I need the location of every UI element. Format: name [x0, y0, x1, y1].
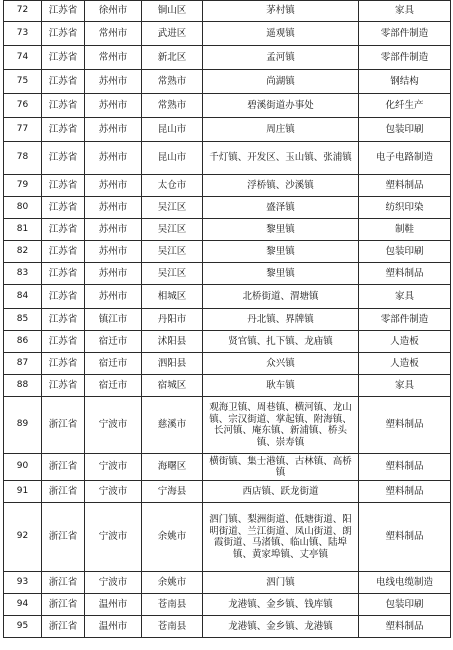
district-cell: 海曙区 — [142, 454, 203, 481]
town-cell: 众兴镇 — [203, 353, 359, 375]
province-cell: 江苏省 — [42, 285, 85, 309]
industry-cell: 包装印刷 — [359, 241, 451, 263]
town-cell: 贤官镇、扎下镇、龙庙镇 — [203, 331, 359, 353]
district-cell: 昆山市 — [142, 118, 203, 142]
row-number-cell: 74 — [4, 46, 42, 70]
table-body — [4, 1, 451, 638]
industry-cell: 电子电路制造 — [359, 142, 451, 175]
district-cell: 吴江区 — [142, 197, 203, 219]
city-cell: 宿迁市 — [85, 375, 142, 397]
district-cell: 余姚市 — [142, 503, 203, 572]
row-number-cell: 77 — [4, 118, 42, 142]
town-cell: 茅村镇 — [203, 1, 359, 22]
district-cell: 沭阳县 — [142, 331, 203, 353]
row-number-cell: 78 — [4, 142, 42, 175]
industry-cell: 家具 — [359, 285, 451, 309]
table-container — [3, 0, 450, 638]
town-cell: 横街镇、集士港镇、古林镇、高桥镇 — [203, 454, 359, 481]
city-cell: 温州市 — [85, 616, 142, 638]
table-row — [4, 594, 451, 616]
row-number-cell: 73 — [4, 22, 42, 46]
province-cell: 江苏省 — [42, 331, 85, 353]
city-cell: 徐州市 — [85, 1, 142, 22]
district-cell: 新北区 — [142, 46, 203, 70]
district-cell: 相城区 — [142, 285, 203, 309]
town-cell: 盛泽镇 — [203, 197, 359, 219]
industry-cell: 塑料制品 — [359, 454, 451, 481]
table-row — [4, 375, 451, 397]
city-cell: 苏州市 — [85, 197, 142, 219]
province-cell: 江苏省 — [42, 1, 85, 22]
district-cell: 余姚市 — [142, 572, 203, 594]
town-cell: 龙港镇、金乡镇、龙港镇 — [203, 616, 359, 638]
row-number-cell: 72 — [4, 1, 42, 22]
table-row — [4, 397, 451, 454]
town-cell: 观海卫镇、周巷镇、横河镇、龙山镇、宗汉街道、掌起镇、附海镇、长河镇、庵东镇、新浦镇、桥头镇、崇寿镇 — [203, 397, 359, 454]
industry-cell: 人造板 — [359, 331, 451, 353]
industry-cell: 零部件制造 — [359, 309, 451, 331]
city-cell: 苏州市 — [85, 70, 142, 94]
table-row — [4, 454, 451, 481]
province-cell: 江苏省 — [42, 46, 85, 70]
district-cell: 吴江区 — [142, 219, 203, 241]
row-number-cell: 87 — [4, 353, 42, 375]
province-cell: 江苏省 — [42, 309, 85, 331]
table-row — [4, 22, 451, 46]
province-cell: 江苏省 — [42, 219, 85, 241]
row-number-cell: 80 — [4, 197, 42, 219]
row-number-cell: 85 — [4, 309, 42, 331]
industry-cell: 零部件制造 — [359, 22, 451, 46]
industry-cell: 塑料制品 — [359, 481, 451, 503]
city-cell: 苏州市 — [85, 94, 142, 118]
row-number-cell: 81 — [4, 219, 42, 241]
city-cell: 宿迁市 — [85, 353, 142, 375]
table-row — [4, 572, 451, 594]
table-row — [4, 175, 451, 197]
district-cell: 宿城区 — [142, 375, 203, 397]
district-cell: 吴江区 — [142, 241, 203, 263]
city-cell: 苏州市 — [85, 175, 142, 197]
industry-cell: 零部件制造 — [359, 46, 451, 70]
province-cell: 浙江省 — [42, 616, 85, 638]
table-row — [4, 331, 451, 353]
province-cell: 江苏省 — [42, 94, 85, 118]
table-row — [4, 481, 451, 503]
industry-cell: 家具 — [359, 1, 451, 22]
province-cell: 江苏省 — [42, 375, 85, 397]
province-cell: 江苏省 — [42, 353, 85, 375]
city-cell: 宿迁市 — [85, 331, 142, 353]
industry-cell: 纺织印染 — [359, 197, 451, 219]
row-number-cell: 75 — [4, 70, 42, 94]
city-cell: 苏州市 — [85, 219, 142, 241]
town-cell: 丹北镇、界牌镇 — [203, 309, 359, 331]
row-number-cell: 86 — [4, 331, 42, 353]
district-cell: 丹阳市 — [142, 309, 203, 331]
row-number-cell: 91 — [4, 481, 42, 503]
province-cell: 江苏省 — [42, 70, 85, 94]
row-number-cell: 92 — [4, 503, 42, 572]
province-cell: 浙江省 — [42, 594, 85, 616]
city-cell: 宁波市 — [85, 481, 142, 503]
town-cell: 黎里镇 — [203, 241, 359, 263]
district-cell: 武进区 — [142, 22, 203, 46]
district-cell: 铜山区 — [142, 1, 203, 22]
industry-cell: 塑料制品 — [359, 263, 451, 285]
table-row — [4, 1, 451, 22]
table-row — [4, 263, 451, 285]
city-cell: 苏州市 — [85, 142, 142, 175]
industry-cell: 塑料制品 — [359, 616, 451, 638]
table-row — [4, 70, 451, 94]
industry-cell: 家具 — [359, 375, 451, 397]
district-cell: 慈溪市 — [142, 397, 203, 454]
town-cell: 周庄镇 — [203, 118, 359, 142]
district-cell: 常熟市 — [142, 70, 203, 94]
town-cell: 千灯镇、开发区、玉山镇、张浦镇 — [203, 142, 359, 175]
table-row — [4, 46, 451, 70]
district-cell: 苍南县 — [142, 616, 203, 638]
city-cell: 苏州市 — [85, 118, 142, 142]
industry-cell: 包装印刷 — [359, 118, 451, 142]
province-cell: 浙江省 — [42, 503, 85, 572]
town-cell: 龙港镇、金乡镇、钱库镇 — [203, 594, 359, 616]
city-cell: 苏州市 — [85, 263, 142, 285]
row-number-cell: 89 — [4, 397, 42, 454]
town-cell: 西店镇、跃龙街道 — [203, 481, 359, 503]
table-row — [4, 118, 451, 142]
industry-cell: 塑料制品 — [359, 503, 451, 572]
row-number-cell: 95 — [4, 616, 42, 638]
province-cell: 浙江省 — [42, 481, 85, 503]
industry-cell: 包装印刷 — [359, 594, 451, 616]
town-cell: 浮桥镇、沙溪镇 — [203, 175, 359, 197]
town-cell: 尚湖镇 — [203, 70, 359, 94]
city-cell: 宁波市 — [85, 397, 142, 454]
row-number-cell: 83 — [4, 263, 42, 285]
table-row — [4, 616, 451, 638]
district-cell: 宁海县 — [142, 481, 203, 503]
town-cell: 耿车镇 — [203, 375, 359, 397]
table-row — [4, 241, 451, 263]
town-cell: 泗门镇、梨洲街道、低塘街道、阳明街道、兰江街道、凤山街道、朗霞街道、马渚镇、临山镇、陆埠镇、黄家埠镇、丈亭镇 — [203, 503, 359, 572]
table-row — [4, 309, 451, 331]
city-cell: 常州市 — [85, 46, 142, 70]
industry-cell: 塑料制品 — [359, 175, 451, 197]
table-row — [4, 142, 451, 175]
province-cell: 浙江省 — [42, 572, 85, 594]
industry-cell: 化纤生产 — [359, 94, 451, 118]
row-number-cell: 84 — [4, 285, 42, 309]
table-row — [4, 503, 451, 572]
city-cell: 苏州市 — [85, 241, 142, 263]
table-row — [4, 219, 451, 241]
city-cell: 宁波市 — [85, 572, 142, 594]
table-row — [4, 353, 451, 375]
province-cell: 江苏省 — [42, 263, 85, 285]
row-number-cell: 82 — [4, 241, 42, 263]
town-cell: 北桥街道、渭塘镇 — [203, 285, 359, 309]
district-cell: 吴江区 — [142, 263, 203, 285]
province-cell: 浙江省 — [42, 454, 85, 481]
province-cell: 江苏省 — [42, 142, 85, 175]
city-cell: 宁波市 — [85, 454, 142, 481]
table-row — [4, 285, 451, 309]
province-cell: 江苏省 — [42, 22, 85, 46]
town-cell: 孟河镇 — [203, 46, 359, 70]
industry-cell: 电线电缆制造 — [359, 572, 451, 594]
industry-cell: 人造板 — [359, 353, 451, 375]
city-cell: 温州市 — [85, 594, 142, 616]
province-cell: 浙江省 — [42, 397, 85, 454]
province-cell: 江苏省 — [42, 197, 85, 219]
industrial-cluster-table — [3, 0, 451, 638]
district-cell: 常熟市 — [142, 94, 203, 118]
row-number-cell: 94 — [4, 594, 42, 616]
table-row — [4, 197, 451, 219]
town-cell: 黎里镇 — [203, 263, 359, 285]
row-number-cell: 79 — [4, 175, 42, 197]
table-row — [4, 94, 451, 118]
district-cell: 泗阳县 — [142, 353, 203, 375]
town-cell: 黎里镇 — [203, 219, 359, 241]
industry-cell: 钢结构 — [359, 70, 451, 94]
row-number-cell: 90 — [4, 454, 42, 481]
city-cell: 宁波市 — [85, 503, 142, 572]
town-cell: 遥观镇 — [203, 22, 359, 46]
province-cell: 江苏省 — [42, 175, 85, 197]
district-cell: 太仓市 — [142, 175, 203, 197]
province-cell: 江苏省 — [42, 118, 85, 142]
province-cell: 江苏省 — [42, 241, 85, 263]
row-number-cell: 76 — [4, 94, 42, 118]
city-cell: 苏州市 — [85, 285, 142, 309]
city-cell: 镇江市 — [85, 309, 142, 331]
town-cell: 泗门镇 — [203, 572, 359, 594]
city-cell: 常州市 — [85, 22, 142, 46]
district-cell: 苍南县 — [142, 594, 203, 616]
row-number-cell: 88 — [4, 375, 42, 397]
industry-cell: 制鞋 — [359, 219, 451, 241]
district-cell: 昆山市 — [142, 142, 203, 175]
town-cell: 碧溪街道办事处 — [203, 94, 359, 118]
industry-cell: 塑料制品 — [359, 397, 451, 454]
row-number-cell: 93 — [4, 572, 42, 594]
